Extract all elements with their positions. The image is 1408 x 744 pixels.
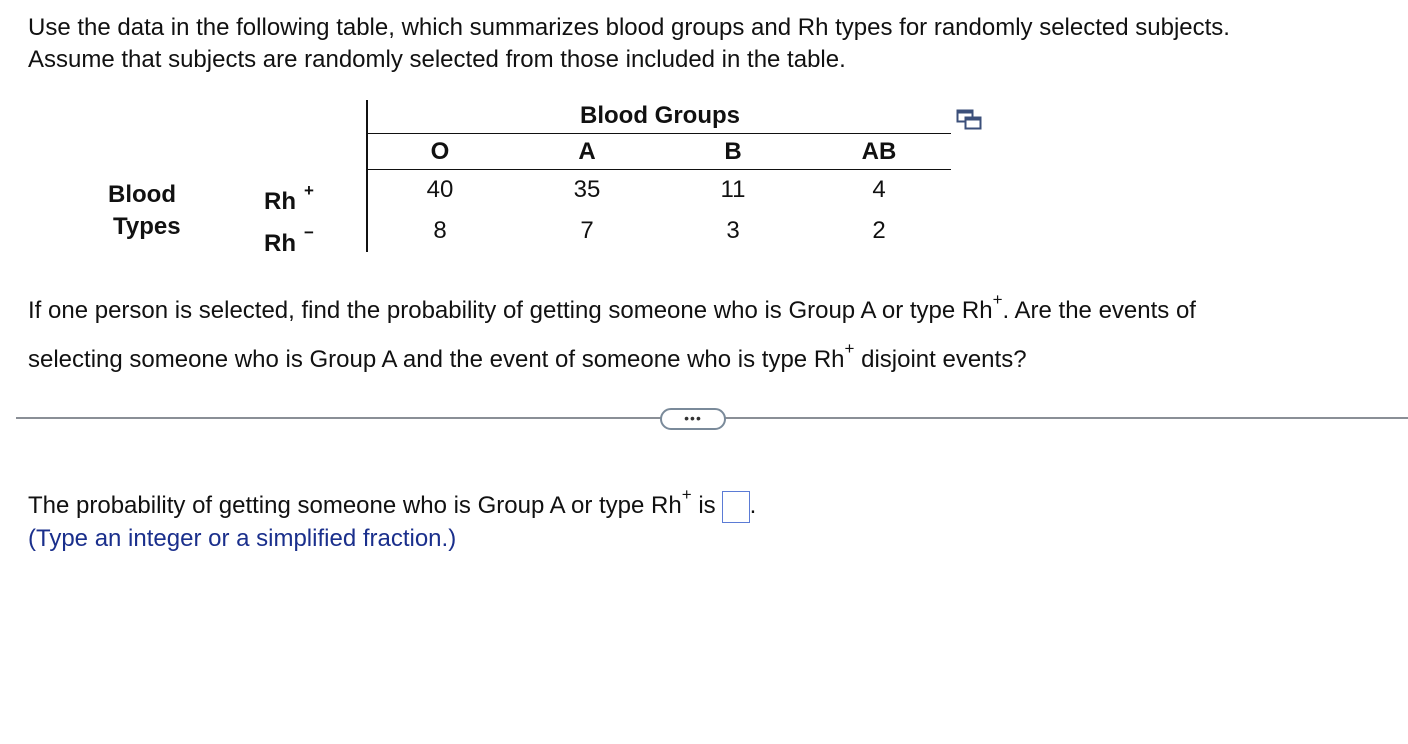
question-part-3: selecting someone who is Group A and the event of someone who is type Rh xyxy=(28,346,845,373)
column-header-a: A xyxy=(578,138,596,165)
table-cell: 2 xyxy=(872,217,886,244)
answer-sentence xyxy=(28,480,756,525)
row-label-types: Types xyxy=(113,213,181,240)
intro-line-2: Assume that subjects are randomly selected from those included in the table. xyxy=(28,46,846,73)
answer-hint: (Type an integer or a simplified fraction.) xyxy=(28,525,457,552)
question-part-1: If one person is selected, find the probability of getting someone who is Group A or type Rh xyxy=(28,297,993,324)
answer-input-box[interactable] xyxy=(722,491,750,523)
answer-is: is xyxy=(698,492,716,519)
answer-sup: + xyxy=(681,485,692,504)
table-cell: 7 xyxy=(580,217,594,244)
question-text xyxy=(28,283,1388,381)
column-header-b: B xyxy=(724,138,742,165)
rh-label: Rh xyxy=(264,188,296,215)
column-header-ab: AB xyxy=(861,138,897,165)
answer-suffix: . xyxy=(749,492,757,519)
table-rule-top xyxy=(367,133,951,134)
question-sup-1: + xyxy=(992,290,1003,309)
table-cell: 35 xyxy=(573,176,601,203)
question-sup-2: + xyxy=(844,339,855,358)
copy-table-icon[interactable] xyxy=(956,108,982,130)
intro-text xyxy=(28,12,1378,76)
row-header-rh-negative xyxy=(264,222,314,259)
rh-label: Rh xyxy=(264,230,296,257)
question-part-4: disjoint events? xyxy=(861,346,1027,373)
show-more-button[interactable]: ••• xyxy=(660,408,726,430)
table-cell: 8 xyxy=(433,217,447,244)
table-cell: 3 xyxy=(726,217,740,244)
column-header-o: O xyxy=(430,138,450,165)
rh-sign: − xyxy=(304,223,314,242)
intro-line-1: Use the data in the following table, which summarizes blood groups and Rh types for randomly selected subjects. xyxy=(28,14,1230,41)
table-cell: 40 xyxy=(426,176,454,203)
row-label-blood: Blood xyxy=(108,181,176,208)
table-cell: 4 xyxy=(872,176,886,203)
question-part-2: . Are the events of xyxy=(1002,297,1196,324)
rh-sign: + xyxy=(304,181,314,200)
table-vertical-rule xyxy=(366,100,368,252)
table-cell: 11 xyxy=(720,176,746,203)
table-rule-header xyxy=(367,169,951,170)
row-header-rh-positive xyxy=(264,180,314,217)
table-group-title: Blood Groups xyxy=(580,102,740,129)
answer-prefix: The probability of getting someone who is Group A or type Rh xyxy=(28,492,682,519)
